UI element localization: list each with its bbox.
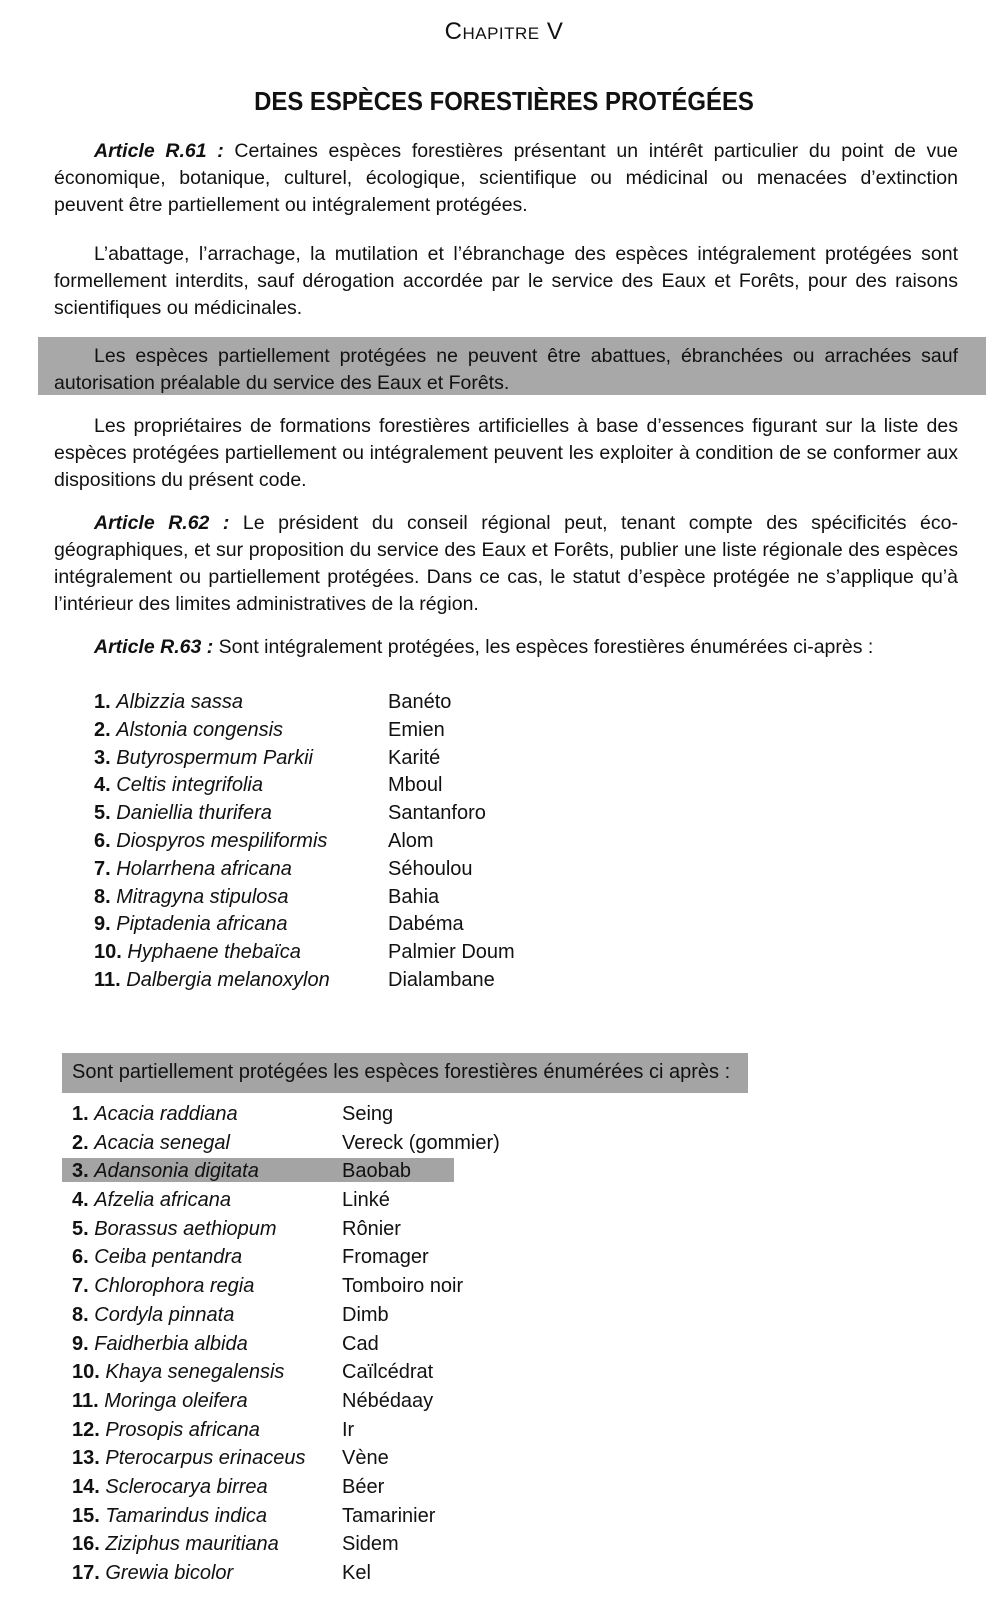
list-item (94, 771, 443, 799)
scientific-name: Borassus aethiopum (94, 1217, 277, 1240)
common-name: Sidem (342, 1533, 399, 1556)
list-item (72, 1157, 411, 1186)
partial-species-list (72, 1100, 500, 1588)
item-number: 17. (72, 1562, 100, 1584)
item-number: 2. (94, 718, 111, 741)
scientific-name: Butyrospermum Parkii (116, 746, 313, 769)
scientific-name: Khaya senegalensis (105, 1361, 285, 1384)
scientific-name: Tamarindus indica (105, 1504, 267, 1527)
scientific-name: Mitragyna stipulosa (116, 885, 289, 908)
list-item (94, 855, 473, 883)
common-name: Caïlcédrat (342, 1361, 434, 1384)
abattage-paragraph (54, 241, 958, 322)
scientific-name: Albizzia sassa (116, 691, 243, 713)
common-name: Bahia (388, 885, 440, 908)
list-item (72, 1186, 390, 1215)
list-item (72, 1243, 429, 1272)
scientific-name: Moringa oleifera (104, 1389, 248, 1412)
common-name: Vereck (gommier) (342, 1131, 500, 1154)
scientific-name: Holarrhena africana (116, 857, 292, 880)
scientific-name: Hyphaene thebaïca (127, 941, 301, 964)
list-item (94, 744, 441, 772)
article-r61-label: Article R.61 : (94, 140, 224, 162)
article-r61-text: Certaines espèces forestières présentant un intérêt particulier du point de vue économique, botanique, culturel, écologique, scientifique ou médicinal ou menacées d’extinction peuvent être partiellement ou intégralement protégées. (54, 140, 958, 216)
article-r62-label: Article R.62 : (94, 512, 230, 534)
item-number: 6. (72, 1246, 89, 1269)
scientific-name: Piptadenia africana (116, 913, 288, 936)
item-number: 15. (72, 1504, 100, 1527)
list-item (72, 1530, 399, 1559)
scientific-name: Sclerocarya birrea (105, 1475, 268, 1498)
item-number: 4. (72, 1189, 89, 1212)
common-name: Ir (342, 1418, 355, 1441)
list-item (72, 1330, 379, 1359)
partial-protection-text: Les espèces partiellement protégées ne peuvent être abattues, ébranchées ou arrachées sauf autorisation préalable du service des Eaux et Forêts. (54, 345, 958, 394)
article-r63-label: Article R.63 : (94, 636, 214, 658)
common-name: Cad (342, 1332, 379, 1355)
common-name: Fromager (342, 1246, 429, 1269)
list-item (94, 910, 464, 938)
item-number: 14. (72, 1475, 100, 1498)
list-item (72, 1358, 434, 1387)
article-r62-paragraph (54, 510, 958, 618)
common-name: Nébédaay (342, 1389, 434, 1412)
article-r63-paragraph (54, 634, 958, 661)
list-item (94, 938, 515, 966)
partial-species-heading: Sont partiellement protégées les espèces forestières énumérées ci après : (72, 1061, 731, 1083)
article-r62-text: Le président du conseil régional peut, tenant compte des spécificités éco-géographiques, et sur proposition du service des Eaux et Forêts, publier une liste régionale des espèces intégralement ou partiellement protégées. Dans ce cas, le statut d’espèce protégée ne s’applique qu’à l’intérieur des limites administratives de la région. (54, 512, 958, 615)
item-number: 1. (94, 691, 111, 713)
scientific-name: Dalbergia melanoxylon (126, 968, 330, 991)
list-item (94, 966, 495, 994)
common-name: Alom (388, 829, 434, 852)
item-number: 3. (72, 1160, 89, 1183)
chapter-prefix: Chapitre (444, 18, 540, 45)
list-item (72, 1100, 394, 1129)
common-name: Kel (342, 1562, 371, 1584)
common-name: Rônier (342, 1217, 401, 1240)
list-item (94, 883, 440, 911)
list-item (72, 1272, 464, 1301)
item-number: 1. (72, 1103, 89, 1125)
list-item (94, 716, 445, 744)
scientific-name: Acacia raddiana (94, 1103, 238, 1125)
item-number: 10. (94, 941, 122, 964)
item-number: 12. (72, 1418, 100, 1441)
item-number: 7. (72, 1275, 89, 1298)
list-item (94, 827, 434, 855)
scientific-name: Ziziphus mauritiana (105, 1533, 279, 1556)
scientific-name: Chlorophora regia (94, 1275, 255, 1298)
owners-text: Les propriétaires de formations forestières artificielles à base d’essences figurant sur la liste des espèces protégées partiellement ou intégralement peuvent les exploiter à condition de se conformer aux dispositions du présent code. (54, 415, 958, 491)
list-item (72, 1301, 389, 1330)
scientific-name: Faidherbia albida (94, 1332, 248, 1355)
list-item (94, 799, 486, 827)
item-number: 13. (72, 1447, 100, 1470)
list-item (72, 1387, 434, 1416)
common-name: Santanforo (388, 802, 486, 825)
scientific-name: Celtis integrifolia (116, 774, 263, 797)
item-number: 9. (72, 1332, 89, 1355)
list-item (72, 1502, 436, 1531)
scientific-name: Alstonia congensis (116, 718, 284, 741)
common-name: Palmier Doum (388, 941, 515, 964)
scientific-name: Ceiba pentandra (94, 1246, 243, 1269)
common-name: Vène (342, 1447, 389, 1470)
scientific-name: Prosopis africana (105, 1418, 260, 1441)
scientific-name: Pterocarpus erinaceus (105, 1447, 306, 1470)
list-item (72, 1129, 500, 1158)
list-item (72, 1215, 401, 1244)
chapter-number: V (546, 18, 564, 45)
common-name: Séhoulou (388, 857, 473, 880)
owners-paragraph (54, 413, 958, 494)
common-name: Dimb (342, 1303, 389, 1326)
common-name: Linké (342, 1189, 390, 1212)
common-name: Seing (342, 1103, 394, 1125)
page-title: DES ESPÈCES FORESTIÈRES PROTÉGÉES (254, 86, 754, 116)
scientific-name: Cordyla pinnata (94, 1303, 235, 1326)
abattage-text: L’abattage, l’arrachage, la mutilation et l’ébranchage des espèces intégralement protégées sont formellement interdits, sauf dérogation accordée par le service des Eaux et Forêts, pour des raisons scientifiques ou médicinales. (54, 243, 958, 319)
item-number: 11. (72, 1389, 99, 1412)
integral-species-list (94, 688, 515, 994)
list-item (72, 1416, 355, 1445)
scientific-name: Grewia bicolor (105, 1562, 234, 1584)
item-number: 8. (94, 885, 111, 908)
item-number: 4. (94, 774, 111, 797)
item-number: 11. (94, 968, 121, 991)
scientific-name: Diospyros mespiliformis (116, 829, 328, 852)
article-r61-paragraph (54, 138, 958, 219)
common-name: Béer (342, 1475, 385, 1498)
common-name: Banéto (388, 691, 452, 713)
list-item (94, 688, 452, 716)
scientific-name: Acacia senegal (94, 1131, 230, 1154)
common-name: Mboul (388, 774, 443, 797)
common-name: Karité (388, 746, 441, 769)
common-name: Baobab (342, 1160, 411, 1183)
common-name: Tomboiro noir (342, 1275, 464, 1298)
item-number: 3. (94, 746, 111, 769)
item-number: 7. (94, 857, 111, 880)
list-item (72, 1473, 385, 1502)
common-name: Emien (388, 718, 445, 741)
common-name: Tamarinier (342, 1504, 436, 1527)
item-number: 2. (72, 1131, 89, 1154)
item-number: 6. (94, 829, 111, 852)
list-item (72, 1444, 389, 1473)
item-number: 16. (72, 1533, 100, 1556)
common-name: Dialambane (388, 968, 495, 991)
common-name: Dabéma (388, 913, 464, 936)
item-number: 10. (72, 1361, 100, 1384)
scientific-name: Adansonia digitata (94, 1160, 259, 1183)
partial-protection-paragraph (54, 343, 958, 397)
list-item (72, 1559, 371, 1588)
scientific-name: Daniellia thurifera (116, 802, 272, 825)
item-number: 8. (72, 1303, 89, 1326)
article-r63-text: Sont intégralement protégées, les espèces forestières énumérées ci-après : (213, 636, 874, 658)
chapter-heading (0, 18, 1008, 46)
item-number: 5. (94, 802, 111, 825)
item-number: 5. (72, 1217, 89, 1240)
scientific-name: Afzelia africana (94, 1189, 231, 1212)
item-number: 9. (94, 913, 111, 936)
